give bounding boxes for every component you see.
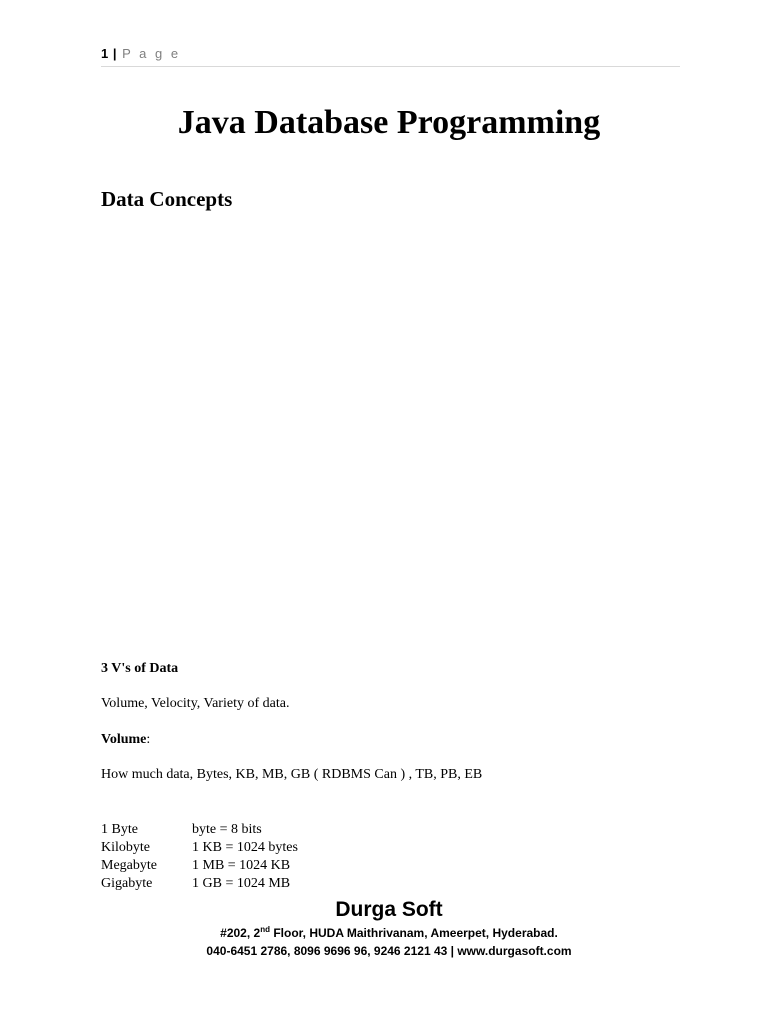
unit-row bbox=[101, 821, 298, 839]
volume-heading bbox=[101, 732, 150, 748]
document-title: Java Database Programming bbox=[177, 104, 601, 141]
footer-contact: 040-6451 2786, 8096 9696 96, 9246 2121 43 | www.durgasoft.com bbox=[206, 944, 572, 958]
footer-address bbox=[0, 924, 768, 942]
page-footer bbox=[0, 896, 768, 960]
address-superscript: nd bbox=[260, 925, 270, 934]
page-separator: | bbox=[112, 46, 117, 61]
unit-row bbox=[101, 839, 298, 857]
unit-value: 1 KB = 1024 bytes bbox=[192, 840, 298, 855]
unit-row bbox=[101, 875, 298, 893]
volume-label: Volume bbox=[101, 732, 147, 747]
unit-value: 1 MB = 1024 KB bbox=[192, 858, 291, 873]
unit-value: 1 GB = 1024 MB bbox=[192, 876, 291, 891]
section-heading: Data Concepts bbox=[101, 187, 233, 211]
unit-name: Kilobyte bbox=[101, 840, 150, 855]
vs-paragraph: Volume, Velocity, Variety of data. bbox=[101, 696, 290, 711]
unit-row bbox=[101, 857, 298, 875]
unit-name: Gigabyte bbox=[101, 876, 153, 891]
company-name: Durga Soft bbox=[335, 898, 443, 921]
volume-paragraph: How much data, Bytes, KB, MB, GB ( RDBMS Can ) , TB, PB, EB bbox=[101, 767, 483, 782]
units-table bbox=[101, 821, 298, 893]
page-number: 1 bbox=[101, 46, 109, 61]
page-header bbox=[101, 46, 680, 67]
unit-value: byte = 8 bits bbox=[192, 822, 262, 837]
page-label: P a g e bbox=[122, 46, 181, 61]
subheading-3vs: 3 V's of Data bbox=[101, 661, 179, 676]
address-end: Floor, HUDA Maithrivanam, Ameerpet, Hyderabad. bbox=[269, 926, 558, 940]
address-start: #202, 2 bbox=[220, 926, 261, 940]
volume-colon: : bbox=[146, 732, 151, 747]
unit-name: 1 Byte bbox=[101, 822, 138, 837]
unit-name: Megabyte bbox=[101, 858, 157, 873]
